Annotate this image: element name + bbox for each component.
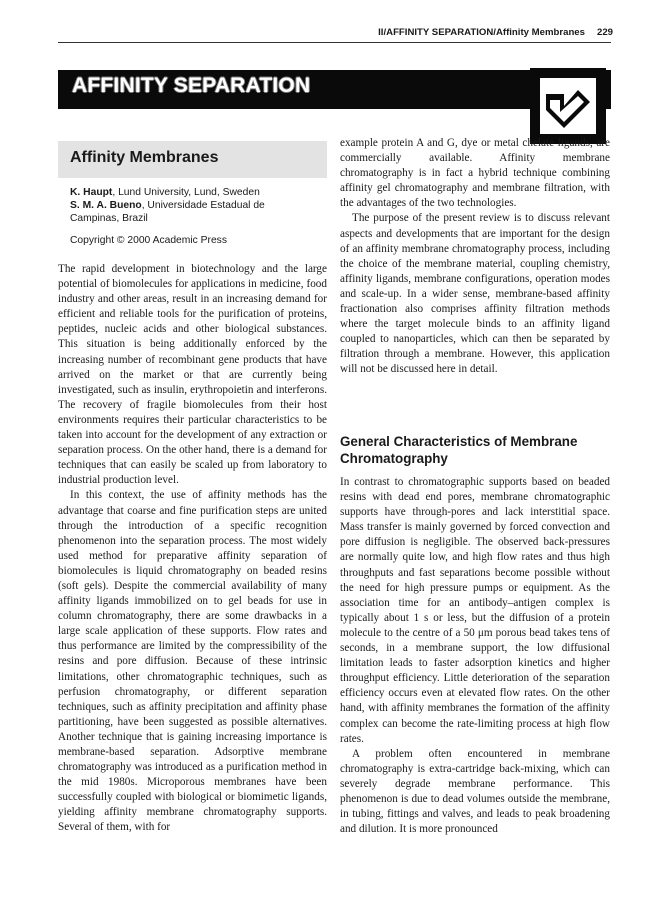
running-header-section: II/AFFINITY SEPARATION [378,27,494,38]
body-paragraph: The purpose of the present review is to discuss relevant aspects and developments that are important for the design of an affinity membrane chromatography process, including the choice of the membrane material, coupling chemistry, affinity ligands, membrane configurations, operation modes and scale-up. In a wider sense, membrane-based affinity fractionation also comprises affinity filtration methods where the target molecule binds to an affinity ligand coupled to nanoparticles, which can then be separated by filtration through a membrane. However, this application will not be discussed here in detail. [340,212,610,376]
author-entry [70,199,315,225]
body-paragraph: A problem often encountered in membrane chromatography is extra-cartridge back-mixing, which can severely degrade membrane performance. This phenomenon is due to dead volumes outside the membrane, in tubing, fittings and valves, and leads to peak broadening and dilution. It is more pronounced [340,747,610,836]
left-column [58,262,327,836]
section-subheading: General Characteristics of Membrane Chromatography [340,434,578,466]
article-title-box [58,141,327,178]
running-header-separator: / [493,27,496,38]
page-number: 229 [596,27,613,38]
right-column-top [340,136,610,378]
header-rule [58,42,611,43]
running-header [330,27,613,38]
author-name: S. M. A. Bueno [70,200,142,211]
body-paragraph: example protein A and G, dye or metal chelate ligands, are commercially available. Affinity membrane chromatography is in fact a hybrid technique combining affinity gel chromatography and membrane filtration, with the advantages of the two technologies. [340,137,610,210]
author-affiliation: , Universidade Estadual de Campinas, Brazil [70,200,265,224]
right-column-bottom [340,475,610,837]
running-header-article: Affinity Membranes [495,27,585,38]
author-list [70,186,315,225]
author-entry [70,186,315,199]
section-title: AFFINITY SEPARATION [72,74,311,97]
body-paragraph: The rapid development in biotechnology and the large potential of biomolecules for applications in medicine, food industry and other areas, result in an increasing demand for efficient and reliable tools for the purification of proteins, peptides, nucleic acids and other biological substances. This situation is being additionally enforced by the increasing number of recombinant gene products that have arrived on the market or that are currently being investigated, such as insulin, erythropoietin and interferons. The recovery of fragile biomolecules from their host environments requires their particular characteristics to be taken into account for the development of any extraction or separation process. On the other hand, there is a demand for techniques that can easily be scaled up from laboratory to industrial production level. [58,263,327,487]
author-name: K. Haupt [70,187,113,198]
body-paragraph: In contrast to chromatographic supports based on beaded resins with dead end pores, membrane chromatographic supports have through-pores and lack interstitial space. Mass transfer is mainly governed by forced convection and pore diffusion is negligible. The observed back-pressures are normally quite low, and high flow rates and thus high throughputs and fast separations become possible without the need for high pressure pumps or equipment. As the association time for an antibody–antigen complex is typically about 1 s or less, but the diffusion of a protein molecule to the centre of a 50 μm porous bead takes tens of seconds, in a membrane support, the low diffusional limitation leads to faster adsorption kinetics and higher throughput efficiency. Little deterioration of the separation efficiency occurs even at elevated flow rates. On the other hand, with affinity membranes the formation of the affinity complex can become the rate-limiting process at high flow rates. [340,476,610,745]
author-affiliation: , Lund University, Lund, Sweden [112,187,260,198]
copyright-notice: Copyright © 2000 Academic Press [70,235,227,246]
body-paragraph: In this context, the use of affinity methods has the advantage that coarse and fine purification steps are united through the introduction of a specific recognition phenomenon into the separation process. The most widely used method for preparative affinity separation of biomolecules is liquid chromatography on beaded resins (soft gels). Despite the commercial availability of many affinity ligands immobilized on to gel beads for use in column chromatography, there are some drawbacks in a large scale application of these supports. Flow rates and thus performance are limited by the compressibility of the resins and pore diffusion. Because of these intrinsic limitations, other chromatographic techniques, such as perfusion chromatography, or different separation techniques, such as affinity precipitation and affinity phase partitioning, have been suggested as possible alternatives. Another technique that is gaining increasing importance is membrane-based separation. Adsorptive membrane chromatography was introduced as a purification method in the mid 1980s. Microporous membranes have been successfully coupled with biological or biomimetic ligands, yielding affinity membrane chromatography supports. Several of them, with for [58,489,327,834]
article-title: Affinity Membranes [70,149,219,166]
affinity-separation-logo-icon [528,66,608,146]
